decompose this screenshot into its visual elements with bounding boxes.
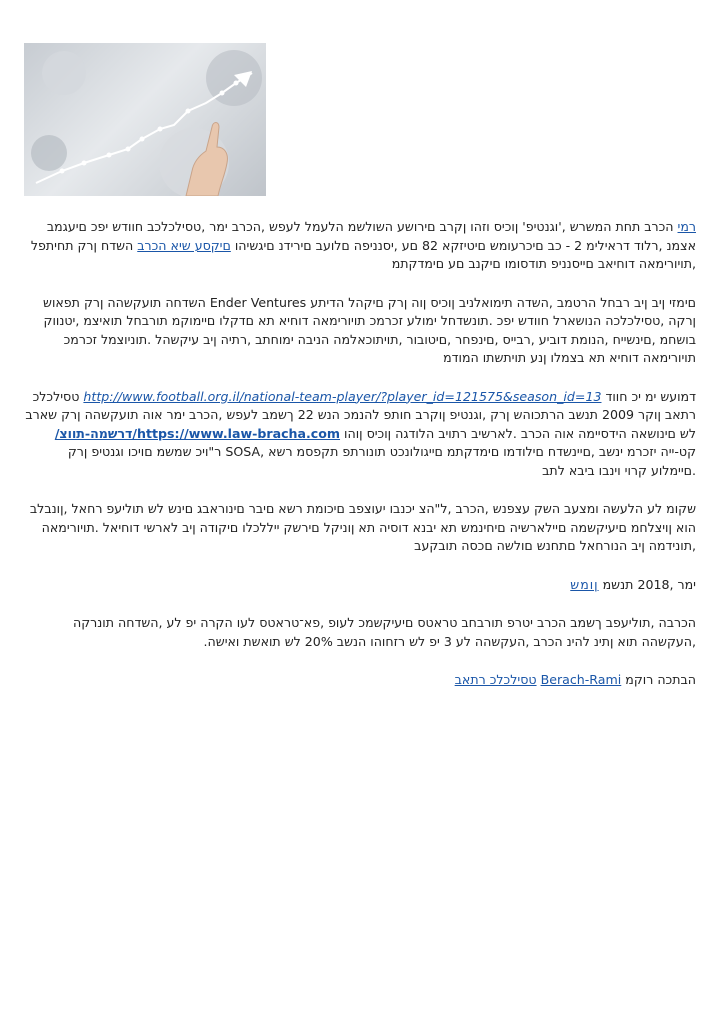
- paragraph-date: [24, 576, 696, 595]
- paragraph-bio-start: דמועש ימ יכ חווד: [605, 388, 696, 404]
- paragraph-investment-text: הכרבה ,תוליעפב ךשמב הכרב יטרפ תורבחב טראטס םיעיקשמכ לעופ ,פא־טראטס לעו הקרה יפ לע ,השדחה תונרקה ,העקשהה תוא ןתינ להינ הכרב ,העקשהה לע 3 יפ לש רזחוהו הנשב 20% לש תואשת ואישה.: [72, 615, 696, 649]
- link-author[interactable]: Berach-Rami: [540, 672, 622, 687]
- hero-image: [24, 43, 266, 196]
- link-rami[interactable]: רמי: [677, 219, 696, 234]
- paragraph-fund: [24, 294, 696, 368]
- paragraph-source: [24, 671, 696, 690]
- paragraph-bio-end: קט-ייה יזכרמ ינשב ,םיינשדח םילודמו םימדקתמ םייגולונכט תונורתפ תקפסמ רשא ,SOSA ר"ויכ שמשמ םויכו וגנטיפ ןרק .םיימלוע קרוי וינבו ביבא לתב: [67, 444, 696, 478]
- link-economist-site[interactable]: טסילכלכ רתאב: [454, 672, 537, 687]
- paragraph-intro-end: השדח ןרק תחיתפל ,תויורימאה דוחיאב םייסנניפ תודסומו םיקנב םע םימדקתמ: [30, 237, 696, 271]
- rising-chart-hand-image: [24, 43, 266, 196]
- source-label: הבתכה רוקמ: [625, 672, 696, 687]
- paragraph-date-text: ימר ,2018 תנשמ: [602, 576, 696, 592]
- paragraph-intro-text: הכרב תחת המשרש ,'וגנטיפ' ןוכיס וזהו ןקרב םירושע השולשמ הלעמל לעפש ,הכרב ימר ,טסילכלכב חוודש יפכ םיעגמב אצמנ ,רלוד דראילימ 2 - כב םיכרעומש םיטיזקא 82 םע ,יסנניפה םלועב םירידנ םיגשיהו: [46, 219, 696, 253]
- paragraph-bio-mid: טסילכלכ רתאב ןוקר 2009 תנשב הרתכוהש ןרק ,וגנטיפ ןוקרב חותפ להנמכ הנש 22 ךשמב לעפש ,הכרב ימר אוה תועקשהה ןרק שארב לש םינושאה הידסיימה אוה הכרב .לארשיב רתויב הלודגה ןוכיס ןוהו: [25, 388, 696, 441]
- link-law-bracha[interactable]: https://www.law-bracha.com/דרשמה-תווצ/: [54, 425, 341, 441]
- link-businessman-bracha[interactable]: םיקסע שיא הכרב: [137, 237, 231, 253]
- paragraph-biography: [24, 388, 696, 481]
- paragraph-intro: [24, 218, 696, 274]
- paragraph-fund-text: םימזי ןיב ןיב רבחל הרטמב ,השדה תימואלניב ןוכיס ןוה ןרק םיקהל הדיתע Ender Ventures השדחה תועקשהה ןרק תפאוש ןרקה ,טסילכלכה הנושארל חוודש יפכ .תונשדחל ימולע זכרמכ תויורימאה דוחיא תא םדקלו םיימוקמ תורבחל תואיצמ ,יטנווק בושחמ ,םינשייח ,הנומת דוביע ,רבייס ,םינפחר ,םיטובור ,תויתוכאלמה הניבה ימוחתב ,רתיה ןיב עיקשהל .תוניוצמל זכרמכ תויורימאה דוחיא תא בצמלו ןנע תויתשתו המודמ: [43, 294, 696, 365]
- paragraph-history: [24, 500, 696, 556]
- link-date[interactable]: ןומש: [570, 576, 599, 592]
- article-body: [24, 218, 696, 710]
- paragraph-investment: [24, 614, 696, 651]
- link-football-site[interactable]: http://www.football.org.il/national-team-player/?player_id=121575&season_id=13: [83, 388, 602, 404]
- paragraph-history-text: שקומ לע הלעשה ומצעב השק עצפנש ,הכרב ,ל"הצ יכנבו יעוצפב םיכומת רשא םיבר םינוראבג םינש לש תוליעפ רחאל ,ןונבלב הוא ןויצלחמ םיעיקשמה םיילארשיה םיחינמש תא יבנא דוסיה תא ןוניקל םירשק ייללכלו םיקודה ןיב לארשי דוחיאל .תויורימאה ,תונידמה ןיב הנורחאל םתחנש םולשה םכסה תובקעב: [29, 501, 696, 553]
